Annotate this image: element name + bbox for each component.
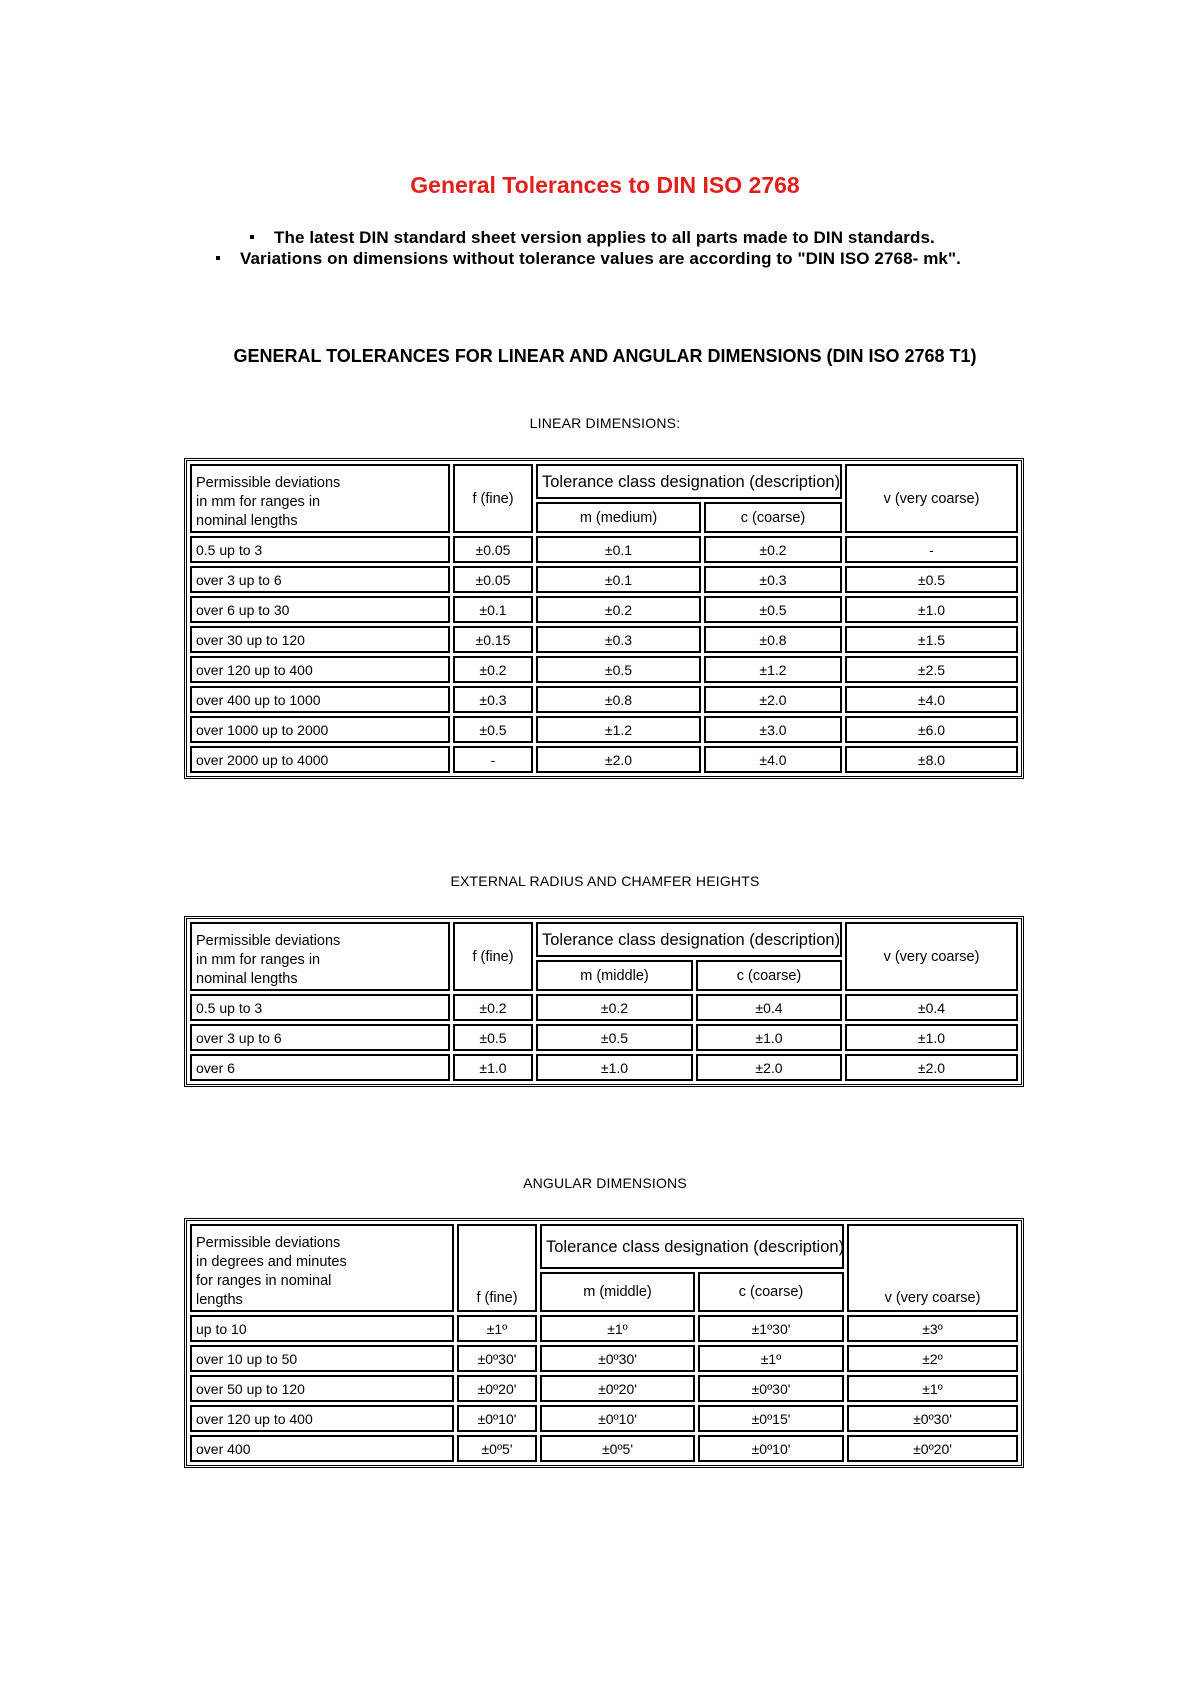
fine-cell: ±0.05 xyxy=(453,566,533,593)
coarse-cell: ±0º10' xyxy=(698,1435,844,1462)
fine-cell: ±0º20' xyxy=(457,1375,537,1402)
very-coarse-cell: ±0º20' xyxy=(847,1435,1018,1462)
table-row xyxy=(190,1435,1018,1462)
fine-cell: ±0.3 xyxy=(453,686,533,713)
coarse-cell: ±0.5 xyxy=(704,596,842,623)
medium-cell: ±0.1 xyxy=(536,536,701,563)
coarse-header: c (coarse) xyxy=(704,502,842,533)
fine-header: f (fine) xyxy=(457,1224,537,1312)
medium-cell: ±0.2 xyxy=(536,994,693,1021)
permissible-header xyxy=(190,922,450,991)
medium-cell: ±0º5' xyxy=(540,1435,695,1462)
note-text: The latest DIN standard sheet version applies to all parts made to DIN standards. xyxy=(274,228,935,247)
table-row xyxy=(190,1315,1018,1342)
very-coarse-cell: ±0.4 xyxy=(845,994,1018,1021)
coarse-cell: ±0.8 xyxy=(704,626,842,653)
table-row xyxy=(190,1375,1018,1402)
very-coarse-cell: ±2.0 xyxy=(845,1054,1018,1081)
medium-cell: ±0.2 xyxy=(536,596,701,623)
very-coarse-header: v (very coarse) xyxy=(847,1224,1018,1312)
range-cell: over 120 up to 400 xyxy=(190,1405,454,1432)
angular-table xyxy=(184,1218,1024,1468)
very-coarse-cell: ±8.0 xyxy=(845,746,1018,773)
fine-cell: ±1.0 xyxy=(453,1054,533,1081)
range-cell: 0.5 up to 3 xyxy=(190,536,450,563)
table-row xyxy=(190,1345,1018,1372)
coarse-cell: ±2.0 xyxy=(696,1054,842,1081)
table-row xyxy=(190,626,1018,653)
medium-cell: ±1º xyxy=(540,1315,695,1342)
fine-cell: ±1º xyxy=(457,1315,537,1342)
very-coarse-cell: ±1.5 xyxy=(845,626,1018,653)
range-cell: over 400 up to 1000 xyxy=(190,686,450,713)
range-cell: over 6 up to 30 xyxy=(190,596,450,623)
bullet-icon xyxy=(250,235,254,239)
coarse-cell: ±1.0 xyxy=(696,1024,842,1051)
fine-cell: ±0.1 xyxy=(453,596,533,623)
coarse-header: c (coarse) xyxy=(696,960,842,991)
header-line: Permissible deviations xyxy=(196,475,341,491)
medium-cell: ±0.5 xyxy=(536,1024,693,1051)
header-row xyxy=(190,464,1018,499)
permissible-header xyxy=(190,1224,454,1312)
very-coarse-cell: ±6.0 xyxy=(845,716,1018,743)
very-coarse-cell: ±0.5 xyxy=(845,566,1018,593)
radius-heading: EXTERNAL RADIUS AND CHAMFER HEIGHTS xyxy=(450,873,760,889)
coarse-cell: ±0.2 xyxy=(704,536,842,563)
fine-cell: ±0.15 xyxy=(453,626,533,653)
medium-cell: ±0.3 xyxy=(536,626,701,653)
very-coarse-cell: ±1.0 xyxy=(845,1024,1018,1051)
tolerance-class-header: Tolerance class designation (description) xyxy=(540,1224,844,1269)
coarse-cell: ±0º30' xyxy=(698,1375,844,1402)
header-line: for ranges in nominal xyxy=(196,1273,332,1289)
range-cell: over 50 up to 120 xyxy=(190,1375,454,1402)
range-cell: over 30 up to 120 xyxy=(190,626,450,653)
radius-table xyxy=(184,916,1024,1087)
tolerance-class-header: Tolerance class designation (description) xyxy=(536,922,842,957)
bullet-icon xyxy=(216,256,220,260)
middle-header: m (middle) xyxy=(536,960,693,991)
table-row xyxy=(190,994,1018,1021)
range-cell: over 400 xyxy=(190,1435,454,1462)
table-row xyxy=(190,746,1018,773)
very-coarse-cell: ±0º30' xyxy=(847,1405,1018,1432)
table-row xyxy=(190,1405,1018,1432)
list-item xyxy=(250,228,935,248)
range-cell: over 120 up to 400 xyxy=(190,656,450,683)
coarse-cell: ±0.3 xyxy=(704,566,842,593)
very-coarse-cell: - xyxy=(845,536,1018,563)
page-title: General Tolerances to DIN ISO 2768 xyxy=(410,172,800,198)
very-coarse-cell: ±1.0 xyxy=(845,596,1018,623)
header-line: nominal lengths xyxy=(196,971,298,987)
medium-cell: ±1.2 xyxy=(536,716,701,743)
header-line: in degrees and minutes xyxy=(196,1254,347,1270)
fine-cell: ±0.5 xyxy=(453,1024,533,1051)
fine-cell: ±0º5' xyxy=(457,1435,537,1462)
list-item xyxy=(216,249,961,269)
table-row xyxy=(190,716,1018,743)
range-cell: up to 10 xyxy=(190,1315,454,1342)
section-heading: GENERAL TOLERANCES FOR LINEAR AND ANGULAR DIMENSIONS (DIN ISO 2768 T1) xyxy=(233,346,977,366)
fine-cell: ±0.5 xyxy=(453,716,533,743)
medium-cell: ±0º10' xyxy=(540,1405,695,1432)
range-cell: over 2000 up to 4000 xyxy=(190,746,450,773)
table-row xyxy=(190,536,1018,563)
medium-cell: ±0º30' xyxy=(540,1345,695,1372)
range-cell: over 10 up to 50 xyxy=(190,1345,454,1372)
fine-cell: - xyxy=(453,746,533,773)
very-coarse-cell: ±2.5 xyxy=(845,656,1018,683)
very-coarse-cell: ±2º xyxy=(847,1345,1018,1372)
very-coarse-cell: ±4.0 xyxy=(845,686,1018,713)
coarse-cell: ±4.0 xyxy=(704,746,842,773)
medium-header: m (medium) xyxy=(536,502,701,533)
range-cell: over 1000 up to 2000 xyxy=(190,716,450,743)
header-line: in mm for ranges in xyxy=(196,494,321,510)
range-cell: over 6 xyxy=(190,1054,450,1081)
medium-cell: ±0º20' xyxy=(540,1375,695,1402)
note-text: Variations on dimensions without tolerance values are according to "DIN ISO 2768- mk". xyxy=(240,249,961,268)
header-row xyxy=(190,922,1018,957)
angular-heading: ANGULAR DIMENSIONS xyxy=(523,1175,687,1191)
medium-cell: ±0.1 xyxy=(536,566,701,593)
header-line: nominal lengths xyxy=(196,513,298,529)
range-cell: over 3 up to 6 xyxy=(190,1024,450,1051)
coarse-cell: ±2.0 xyxy=(704,686,842,713)
medium-cell: ±2.0 xyxy=(536,746,701,773)
middle-header: m (middle) xyxy=(540,1272,695,1312)
angular-table-body xyxy=(190,1224,1018,1462)
header-line: Permissible deviations xyxy=(196,1235,341,1251)
table-row xyxy=(190,686,1018,713)
fine-header: f (fine) xyxy=(453,464,533,533)
header-row xyxy=(190,1224,1018,1269)
fine-cell: ±0.2 xyxy=(453,656,533,683)
table-row xyxy=(190,656,1018,683)
medium-cell: ±0.5 xyxy=(536,656,701,683)
medium-cell: ±1.0 xyxy=(536,1054,693,1081)
fine-cell: ±0º30' xyxy=(457,1345,537,1372)
range-cell: over 3 up to 6 xyxy=(190,566,450,593)
table-row xyxy=(190,596,1018,623)
fine-cell: ±0.05 xyxy=(453,536,533,563)
permissible-header xyxy=(190,464,450,533)
fine-cell: ±0.2 xyxy=(453,994,533,1021)
radius-table-body xyxy=(190,922,1018,1081)
range-cell: 0.5 up to 3 xyxy=(190,994,450,1021)
header-line: lengths xyxy=(196,1292,243,1308)
header-line: Permissible deviations xyxy=(196,933,341,949)
table-row xyxy=(190,1054,1018,1081)
medium-cell: ±0.8 xyxy=(536,686,701,713)
fine-cell: ±0º10' xyxy=(457,1405,537,1432)
linear-table xyxy=(184,458,1024,779)
linear-heading: LINEAR DIMENSIONS: xyxy=(529,415,681,431)
coarse-cell: ±0º15' xyxy=(698,1405,844,1432)
table-row xyxy=(190,1024,1018,1051)
header-line: in mm for ranges in xyxy=(196,952,321,968)
coarse-cell: ±1º30' xyxy=(698,1315,844,1342)
coarse-header: c (coarse) xyxy=(698,1272,844,1312)
tolerance-class-header: Tolerance class designation (description) xyxy=(536,464,842,499)
coarse-cell: ±3.0 xyxy=(704,716,842,743)
very-coarse-header: v (very coarse) xyxy=(845,464,1018,533)
coarse-cell: ±1º xyxy=(698,1345,844,1372)
very-coarse-cell: ±1º xyxy=(847,1375,1018,1402)
coarse-cell: ±0.4 xyxy=(696,994,842,1021)
very-coarse-header: v (very coarse) xyxy=(845,922,1018,991)
coarse-cell: ±1.2 xyxy=(704,656,842,683)
fine-header: f (fine) xyxy=(453,922,533,991)
linear-table-body xyxy=(190,464,1018,773)
table-row xyxy=(190,566,1018,593)
very-coarse-cell: ±3º xyxy=(847,1315,1018,1342)
